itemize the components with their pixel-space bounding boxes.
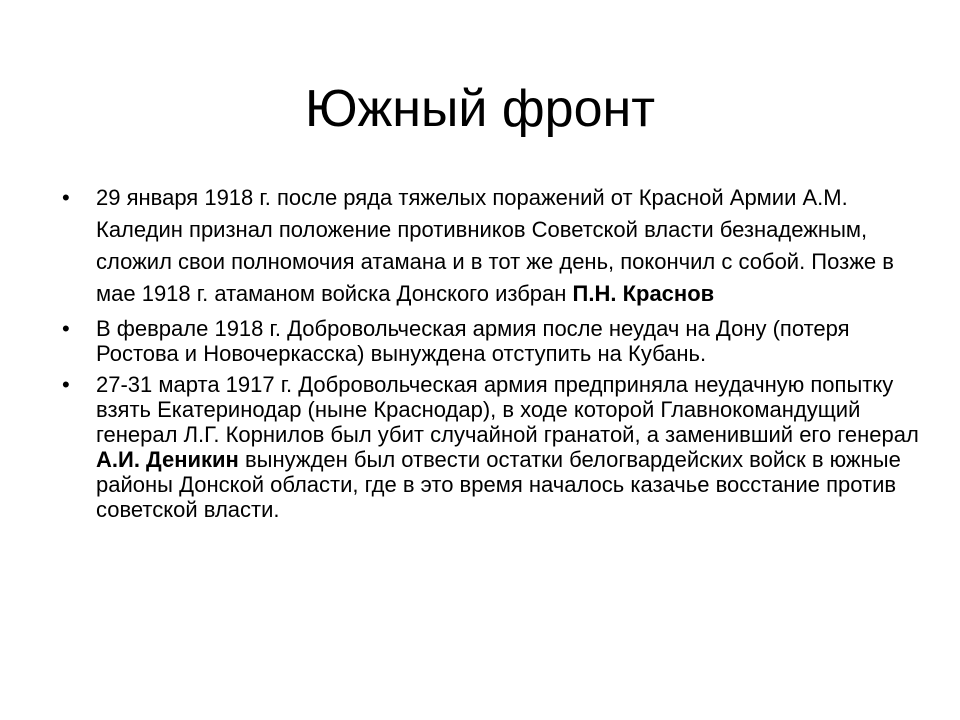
bullet-dot-icon: •	[62, 185, 70, 210]
bullet-dot-icon: •	[62, 316, 70, 341]
bullet-item-3	[60, 372, 920, 522]
bullet-item-2	[60, 316, 920, 366]
bullet-1-text: 29 января 1918 г. после ряда тяжелых поражений от Красной Армии А.М. Каледин признал положение противников Советской власти безнадежным, сложил свои полномочия атамана и в тот же день, покончил с собой. Позже в мае 1918 г. атаманом войска Донского избран	[96, 185, 894, 306]
bullet-1-bold: П.Н. Краснов	[572, 281, 715, 306]
bullet-3-text-before: 27-31 марта 1917 г. Добровольческая армия предприняла неудачную попытку взять Екатеринодар (ныне Краснодар), в ходе которой Главнокомандущий генерал Л.Г. Корнилов был убит случайной гранатой, а заменивший его генерал	[96, 372, 919, 447]
bullet-item-1	[60, 182, 920, 310]
bullet-dot-icon: •	[62, 372, 70, 397]
bullet-2-text: В феврале 1918 г. Добровольческая армия после неудач на Дону (потеря Ростова и Новочеркасска) вынуждена отступить на Кубань.	[96, 316, 850, 366]
slide-title: Южный фронт	[304, 80, 656, 138]
bullet-list	[60, 182, 920, 528]
bullet-3-text-after: вынужден был отвести остатки белогвардейских войск в южные районы Донской области, где в это время началось казачье восстание против советской власти.	[96, 447, 901, 522]
bullet-3-bold: А.И. Деникин	[96, 447, 239, 472]
